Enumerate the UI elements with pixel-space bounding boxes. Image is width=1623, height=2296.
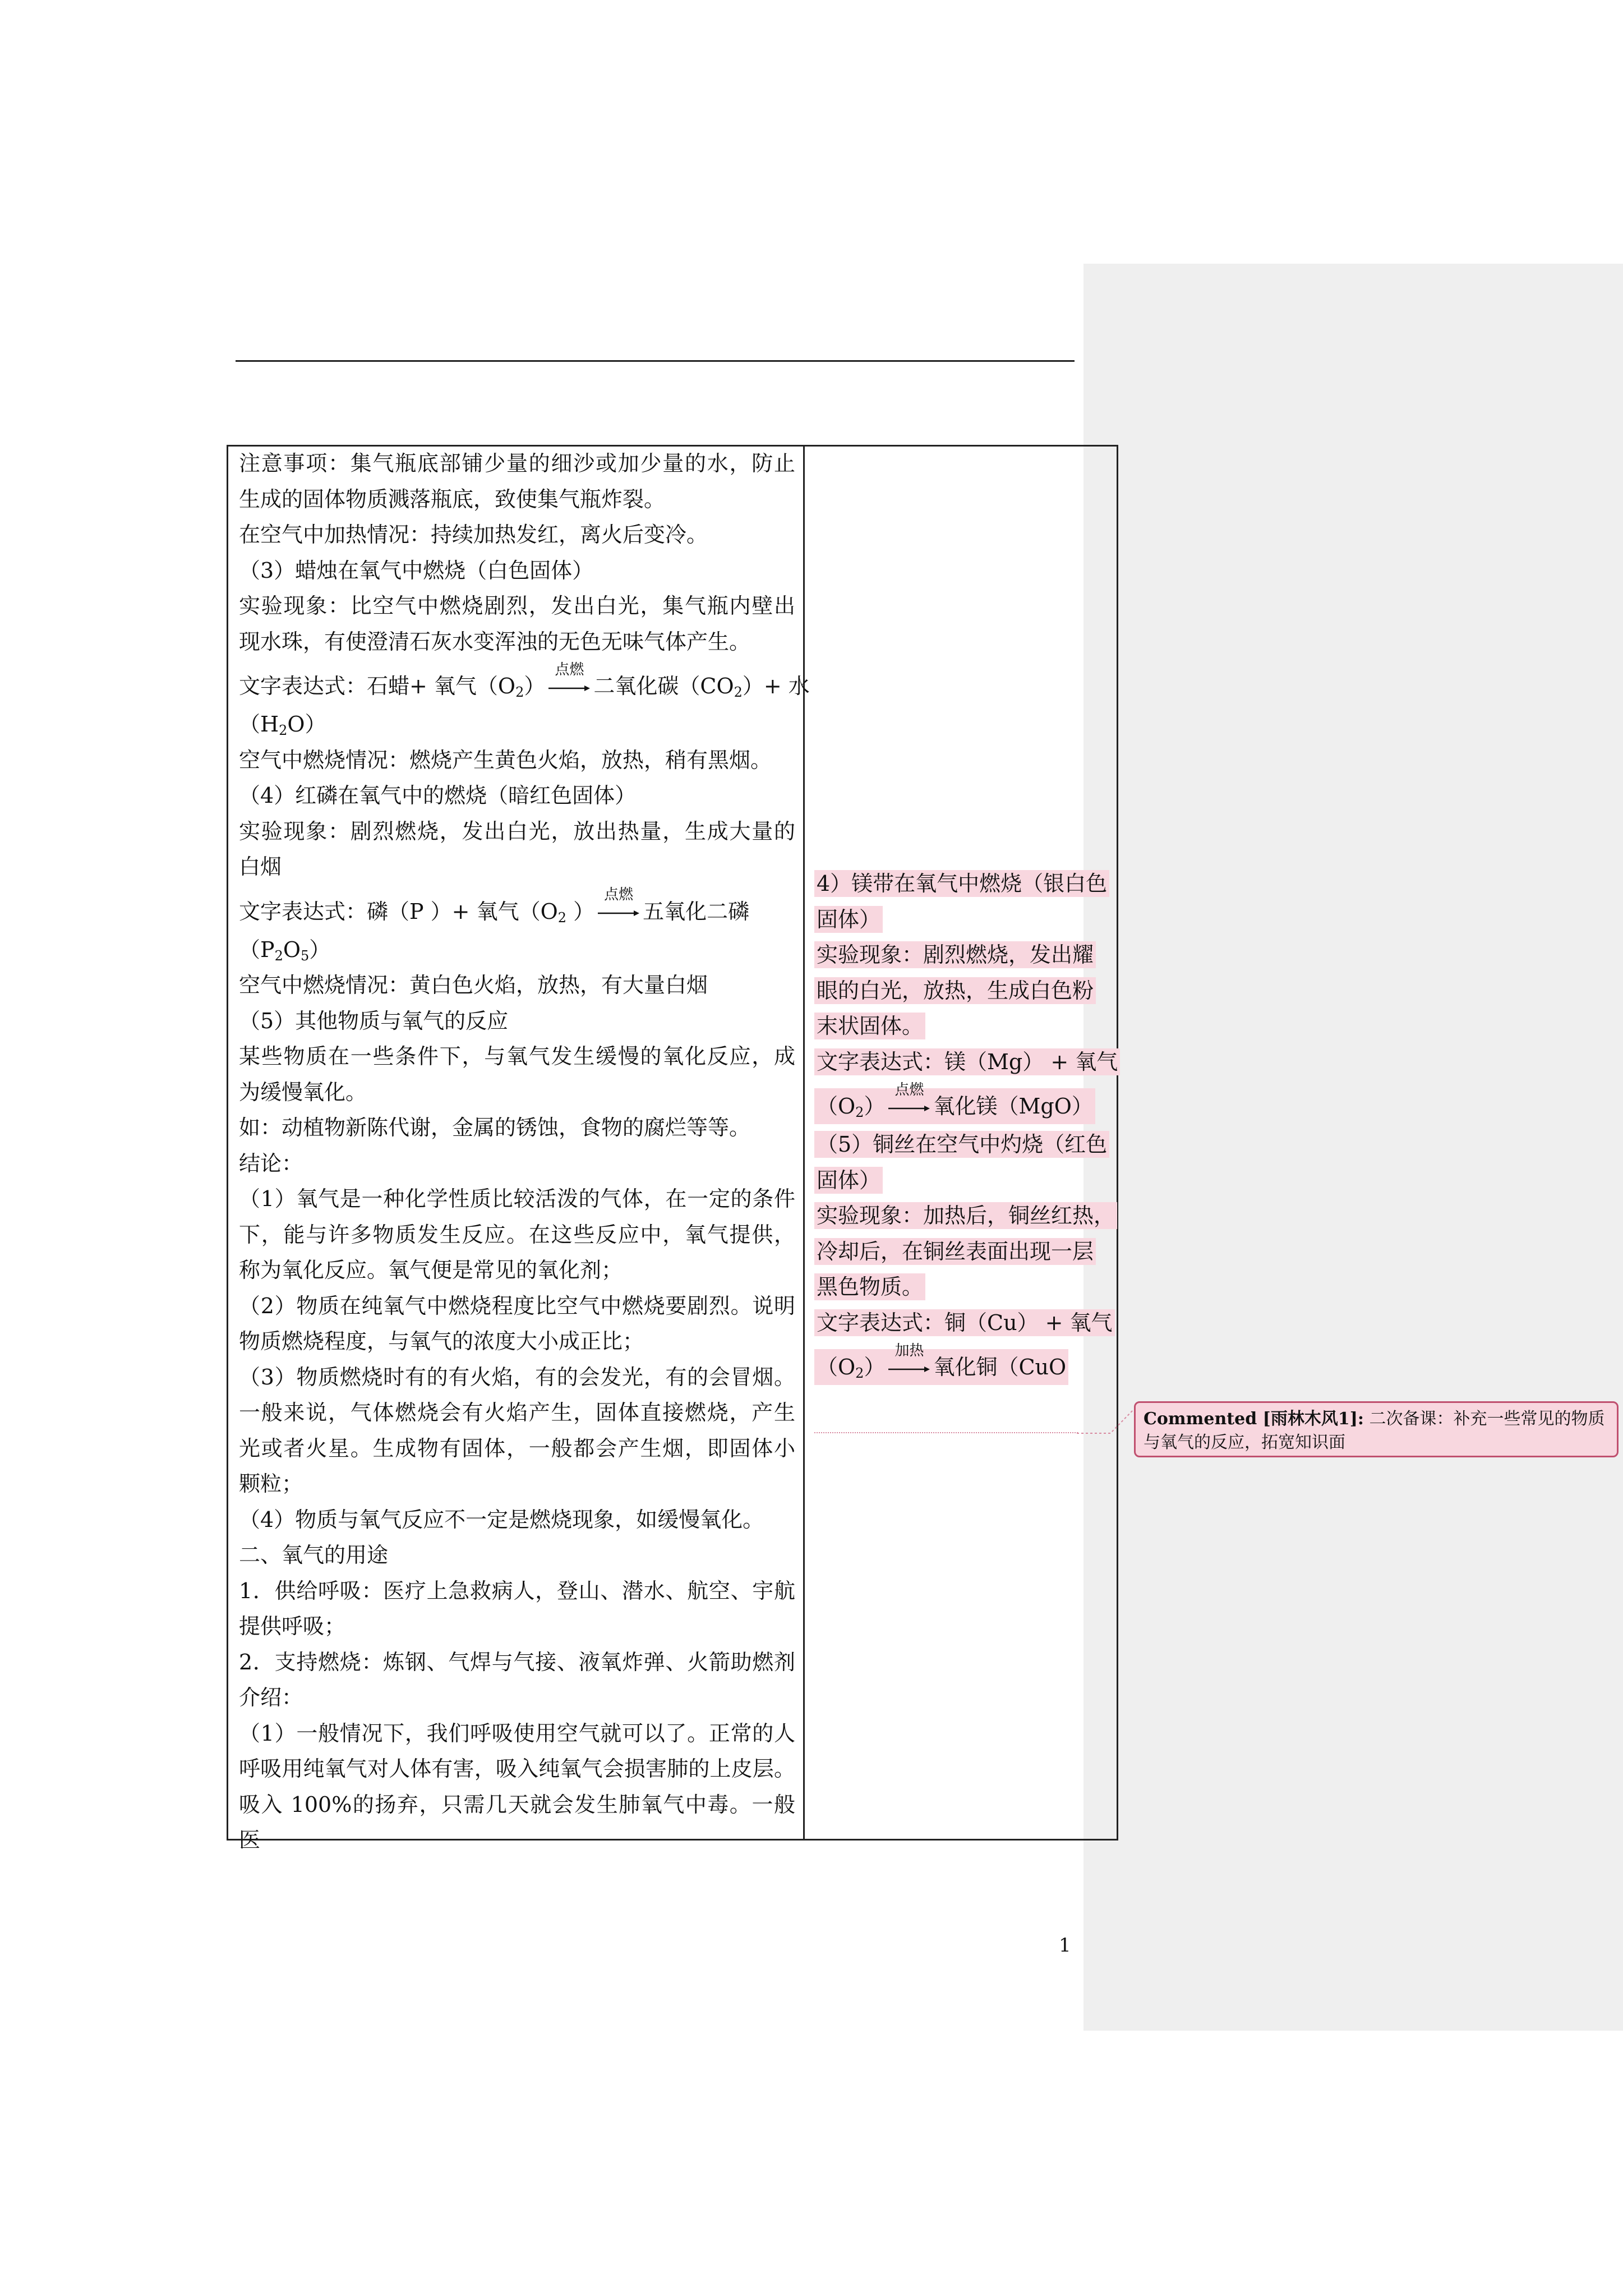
- text-line: 为缓慢氧化。: [239, 1079, 367, 1105]
- equation-text: ）: [864, 1094, 886, 1119]
- highlighted-text: 固体）: [814, 906, 883, 933]
- text-line: （5）其他物质与氧气的反应: [239, 1008, 509, 1033]
- equation-text: 氧化镁（MgO）: [933, 1094, 1093, 1119]
- comment-author: Commented [雨林木风1]:: [1144, 1409, 1364, 1429]
- highlighted-text: 冷却后，在铜丝表面出现一层: [814, 1238, 1096, 1265]
- highlighted-line[interactable]: [814, 1234, 1112, 1270]
- comment-balloon[interactable]: [1134, 1401, 1619, 1457]
- highlighted-line[interactable]: [814, 1127, 1112, 1163]
- reaction-arrow-icon: [598, 886, 639, 922]
- text-line: 1．供给呼吸：医疗上急救病人，登山、潜水、航空、宇航: [239, 1578, 795, 1603]
- highlighted-text: [814, 1342, 1068, 1385]
- text-line: 称为氧化反应。氧气便是常见的氧化剂；: [239, 1258, 623, 1282]
- word-equation-phosphorus: [239, 885, 795, 932]
- highlighted-text: [814, 1081, 1095, 1124]
- text-line: 物质燃烧程度，与氧气的浓度大小成正比；: [239, 1329, 644, 1354]
- text-line: 实验现象：剧烈燃烧，发出白光，放出热量，生成大量的: [239, 818, 795, 844]
- text-line: 白烟: [239, 854, 282, 879]
- text-line: （4）红磷在氧气中的燃烧（暗红色固体）: [239, 783, 637, 808]
- text-line: 呼吸用纯氧气对人体有害，吸入纯氧气会损害肺的上皮层。: [239, 1756, 795, 1781]
- header-rule: [236, 360, 1075, 362]
- word-equation-candle: [239, 660, 810, 707]
- equation-text: 二氧化碳（CO: [593, 674, 734, 698]
- equation-subscript: 2: [279, 723, 288, 738]
- reaction-condition: 加热: [895, 1342, 924, 1359]
- text-line: 介绍：: [239, 1685, 303, 1710]
- highlighted-line[interactable]: [814, 1163, 1112, 1199]
- equation-text: ）: [524, 674, 546, 698]
- highlighted-line[interactable]: [814, 866, 1112, 902]
- text-line: （3）蜡烛在氧气中燃烧（白色固体）: [239, 558, 594, 583]
- word-equation-copper[interactable]: [814, 1341, 1112, 1388]
- text-line: 结论：: [239, 1151, 303, 1176]
- highlighted-line[interactable]: [814, 1305, 1112, 1341]
- text-line: 空气中燃烧情况：燃烧产生黄色火焰，放热，稍有黑烟。: [239, 747, 772, 772]
- comment-anchor-line: [814, 1432, 1078, 1434]
- equation-text: 五氧化二磷: [643, 899, 750, 924]
- text-line: （2）物质在纯氧气中燃烧程度比空气中燃烧要剧烈。说明: [239, 1293, 795, 1318]
- equation-text: （O: [817, 1094, 856, 1119]
- text-line: （1）一般情况下，我们呼吸使用空气就可以了。正常的人: [239, 1720, 795, 1746]
- word-equation-magnesium[interactable]: [814, 1080, 1112, 1127]
- equation-subscript: 2: [734, 684, 743, 700]
- comment-margin-pane: [1083, 264, 1623, 2031]
- highlighted-text: 固体）: [814, 1167, 883, 1194]
- highlighted-line[interactable]: [814, 1269, 1112, 1305]
- text-line: 某些物质在一些条件下，与氧气发生缓慢的氧化反应，成: [239, 1044, 795, 1069]
- table-column-divider: [803, 445, 805, 1841]
- equation-text: ）: [864, 1355, 886, 1379]
- highlighted-text: 实验现象：剧烈燃烧，发出耀: [814, 941, 1096, 968]
- text-line: 吸入 100%的扬弃，只需几天就会发生肺氧气中毒。一般医: [239, 1792, 795, 1852]
- reaction-arrow-icon: [888, 1081, 930, 1117]
- commented-notes-column: [814, 866, 1118, 1388]
- equation-text: O: [283, 937, 301, 962]
- text-line: 如：动植物新陈代谢，金属的锈蚀，食物的腐烂等等。: [239, 1115, 751, 1140]
- highlighted-line[interactable]: [814, 937, 1112, 973]
- equation-subscript: 2: [515, 684, 524, 700]
- text-line: 在空气中加热情况：持续加热发红，离火后变冷。: [239, 522, 708, 547]
- highlighted-line[interactable]: [814, 1198, 1115, 1234]
- equation-text: 文字表达式：石蜡+ 氧气（O: [239, 674, 516, 698]
- highlighted-text: 文字表达式：镁（Mg） + 氧气: [814, 1048, 1120, 1075]
- text-line: 一般来说，气体燃烧会有火焰产生，固体直接燃烧，产生: [239, 1400, 795, 1425]
- text-line: （4）物质与氧气反应不一定是燃烧现象，如缓慢氧化。: [239, 1507, 764, 1532]
- equation-text: ）: [566, 899, 595, 924]
- equation-text: ）+ 水: [742, 674, 810, 698]
- highlighted-text: 文字表达式：铜（Cu） + 氧气: [814, 1309, 1115, 1336]
- highlighted-text: 眼的白光，放热，生成白色粉: [814, 977, 1096, 1004]
- text-line: 现水珠，有使澄清石灰水变浑浊的无色无味气体产生。: [239, 629, 751, 654]
- equation-text: ）: [309, 937, 331, 962]
- text-line: 提供呼吸；: [239, 1614, 346, 1639]
- highlighted-line[interactable]: [814, 973, 1112, 1009]
- comment-text: 二次备课：补充一些常见的物质与氧气的反应，拓宽知识面: [1144, 1409, 1605, 1452]
- text-line: （1）氧气是一种化学性质比较活泼的气体，在一定的条件: [239, 1186, 795, 1211]
- reaction-condition: 点燃: [895, 1081, 924, 1098]
- equation-text: 文字表达式：磷（P ）+ 氧气（O: [239, 899, 558, 924]
- highlighted-text: 实验现象：加热后，铜丝红热，: [814, 1202, 1117, 1229]
- highlighted-line[interactable]: [814, 1009, 1112, 1045]
- text-line: 空气中燃烧情况：黄白色火焰，放热，有大量白烟: [239, 973, 708, 997]
- text-line: 2．支持燃烧：炼钢、气焊与气接、液氧炸弹、火箭助燃剂: [239, 1649, 795, 1674]
- highlighted-text: 末状固体。: [814, 1013, 925, 1039]
- lesson-content-column: [239, 446, 810, 1852]
- reaction-condition: 点燃: [555, 661, 584, 678]
- equation-subscript: 2: [274, 947, 283, 964]
- equation-subscript: 5: [301, 947, 310, 964]
- highlighted-text: 黑色物质。: [814, 1273, 925, 1300]
- comment-leader-line: [1077, 1409, 1133, 1434]
- equation-text: O）: [287, 712, 326, 737]
- page-number: 1: [1059, 1934, 1071, 1957]
- text-line: （3）物质燃烧时有的有火焰，有的会发光，有的会冒烟。: [239, 1364, 795, 1389]
- equation-text: （O: [817, 1355, 856, 1379]
- equation-text: 氧化铜（CuO: [933, 1355, 1067, 1379]
- text-line: 注意事项：集气瓶底部铺少量的细沙或加少量的水，防止: [239, 451, 795, 476]
- text-line: [239, 707, 795, 743]
- text-line: [239, 932, 795, 968]
- highlighted-line[interactable]: [814, 902, 1112, 938]
- reaction-arrow-icon: [888, 1342, 930, 1378]
- equation-subscript: 2: [855, 1365, 864, 1381]
- highlighted-line[interactable]: [814, 1045, 1118, 1080]
- highlighted-text: 4）镁带在氧气中燃烧（银白色: [814, 870, 1109, 897]
- reaction-condition: 点燃: [604, 886, 634, 903]
- reaction-arrow-icon: [548, 661, 590, 697]
- equation-subscript: 2: [855, 1105, 864, 1120]
- highlighted-text: （5）铜丝在空气中灼烧（红色: [814, 1131, 1109, 1158]
- text-line: 实验现象：比空气中燃烧剧烈，发出白光，集气瓶内壁出: [239, 593, 795, 618]
- section-heading: 二、氧气的用途: [239, 1543, 389, 1567]
- text-line: 下，能与许多物质发生反应。在这些反应中，氧气提供，: [239, 1222, 795, 1247]
- text-line: 光或者火星。生成物有固体，一般都会产生烟，即固体小: [239, 1435, 795, 1461]
- equation-text: （H: [239, 712, 279, 737]
- text-line: 生成的固体物质溅落瓶底，致使集气瓶炸裂。: [239, 486, 666, 512]
- equation-text: （P: [239, 937, 275, 962]
- equation-subscript: 2: [557, 909, 567, 926]
- text-line: 颗粒；: [239, 1471, 303, 1496]
